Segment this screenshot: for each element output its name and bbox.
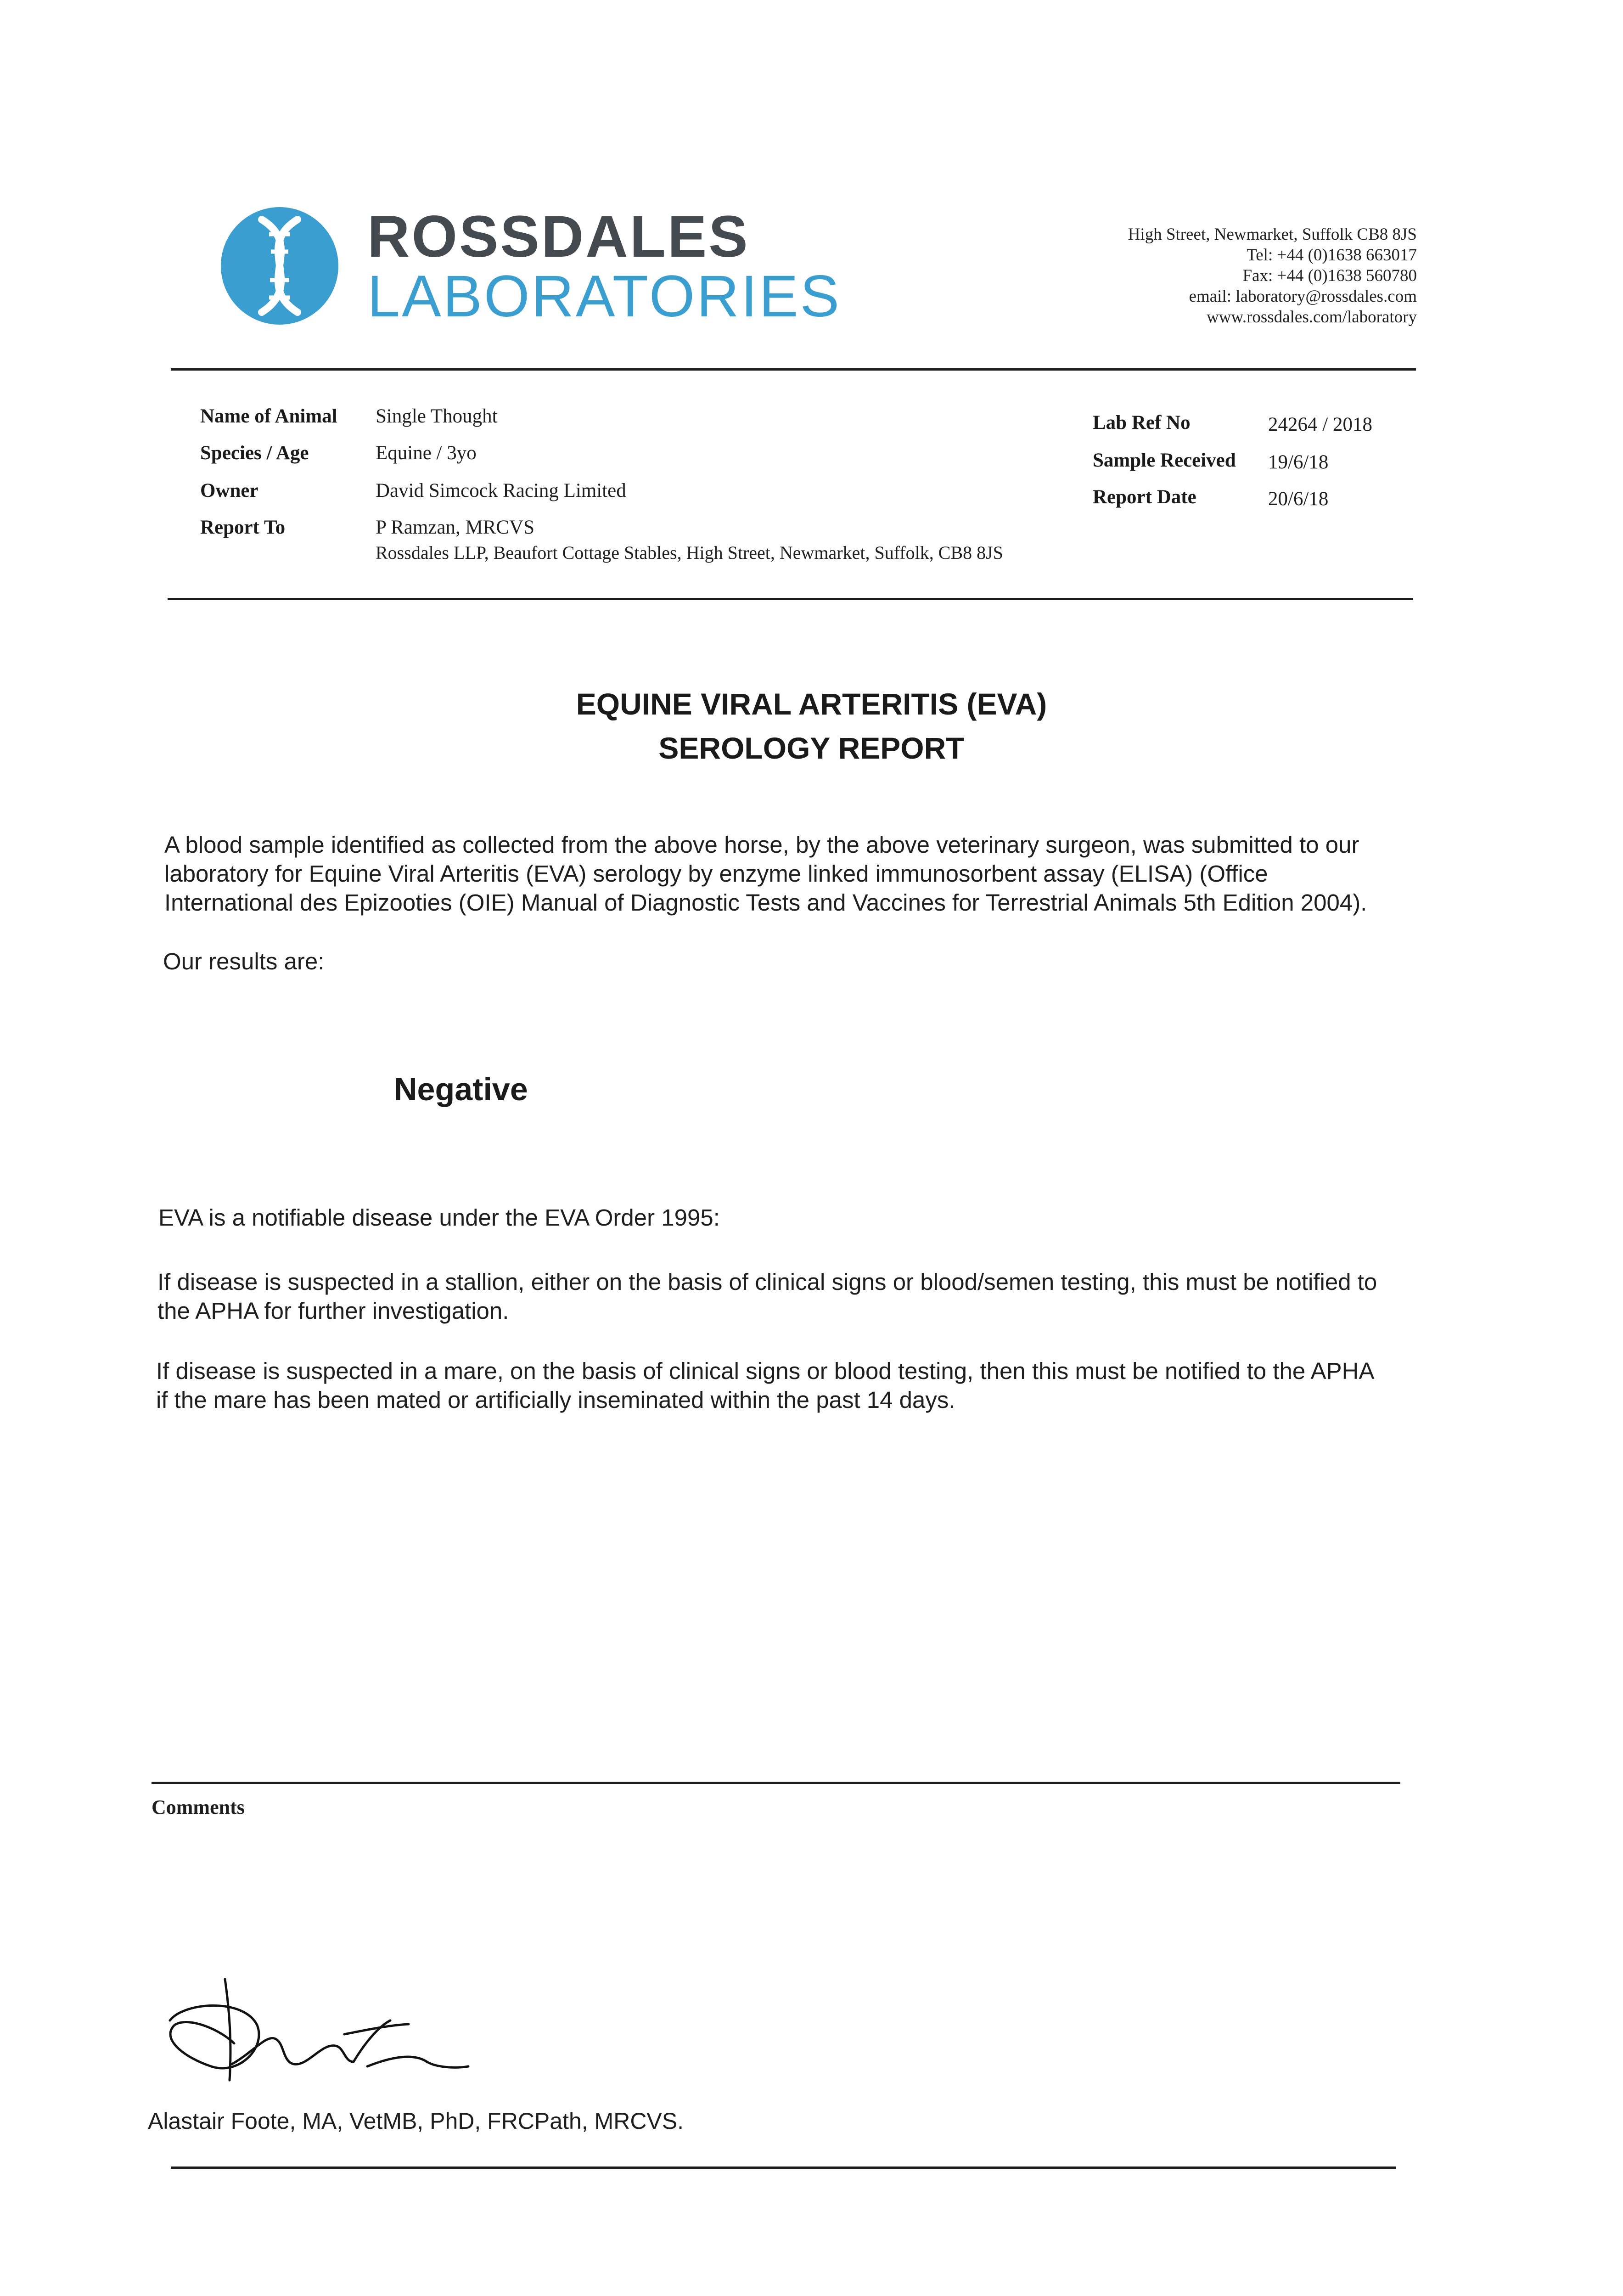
report-to-name: P Ramzan, MRCVS: [376, 517, 535, 538]
intro-line: laboratory for Equine Viral Arteritis (EVA) serology by enzyme linked immunosorbent assay (ELISA) (Office: [164, 861, 1268, 887]
stallion-paragraph: [157, 1267, 1377, 1325]
address-website[interactable]: www.rossdales.com/laboratory: [1207, 308, 1417, 326]
species-age-label: Species / Age: [200, 442, 309, 464]
report-date-label: Report Date: [1093, 486, 1196, 508]
details-divider: [168, 598, 1413, 600]
address-email[interactable]: email: laboratory@rossdales.com: [1189, 287, 1417, 306]
signatory-name: Alastair Foote, MA, VetMB, PhD, FRCPath, MRCVS.: [148, 2108, 684, 2134]
lab-ref-value: 24264 / 2018: [1268, 414, 1372, 435]
dna-helix-icon: [219, 206, 340, 326]
notifiable-statement: EVA is a notifiable disease under the EVA Order 1995:: [158, 1204, 720, 1231]
header-divider: [171, 368, 1416, 371]
address-tel: Tel: +44 (0)1638 663017: [1247, 246, 1417, 264]
brand-name-line2: LABORATORIES: [367, 264, 841, 329]
intro-paragraph: [164, 830, 1367, 917]
intro-line: International des Epizooties (OIE) Manual of Diagnostic Tests and Vaccines for Terrestrial Animals 5th Edition 2004).: [164, 889, 1367, 916]
sample-received-label: Sample Received: [1093, 450, 1236, 471]
report-to-address: Rossdales LLP, Beaufort Cottage Stables, High Street, Newmarket, Suffolk, CB8 8JS: [376, 542, 1003, 563]
signature-image: [152, 1970, 482, 2089]
mare-line: if the mare has been mated or artificially inseminated within the past 14 days.: [156, 1387, 955, 1413]
owner-label: Owner: [200, 480, 258, 501]
sample-received-value: 19/6/18: [1268, 451, 1329, 473]
report-title-line2: SEROLOGY REPORT: [658, 731, 965, 765]
footer-divider: [171, 2167, 1396, 2169]
report-title: [0, 682, 1623, 770]
intro-line: A blood sample identified as collected from the above horse, by the above veterinary surgeon, was submitted to our: [164, 832, 1359, 858]
report-to-label: Report To: [200, 517, 286, 538]
report-title-line1: EQUINE VIRAL ARTERITIS (EVA): [576, 687, 1047, 721]
stallion-line: If disease is suspected in a stallion, either on the basis of clinical signs or blood/semen testing, this must be notified to: [157, 1269, 1377, 1295]
lab-address-block: [1128, 224, 1417, 327]
stallion-line: the APHA for further investigation.: [157, 1298, 509, 1324]
brand-name-line1: ROSSDALES: [367, 204, 750, 270]
animal-name-label: Name of Animal: [200, 405, 337, 427]
address-fax: Fax: +44 (0)1638 560780: [1242, 266, 1417, 285]
mare-paragraph: [156, 1356, 1374, 1414]
address-street: High Street, Newmarket, Suffolk CB8 8JS: [1128, 225, 1417, 244]
animal-name-value: Single Thought: [376, 405, 498, 427]
comments-label: Comments: [152, 1796, 245, 1818]
results-intro: Our results are:: [163, 948, 325, 974]
test-result: Negative: [394, 1071, 528, 1107]
report-date-value: 20/6/18: [1268, 488, 1329, 510]
mare-line: If disease is suspected in a mare, on the basis of clinical signs or blood testing, then this must be notified to the APHA: [156, 1358, 1375, 1384]
comments-divider: [152, 1782, 1400, 1784]
species-age-value: Equine / 3yo: [376, 442, 477, 464]
owner-value: David Simcock Racing Limited: [376, 480, 626, 501]
lab-ref-label: Lab Ref No: [1093, 412, 1191, 433]
